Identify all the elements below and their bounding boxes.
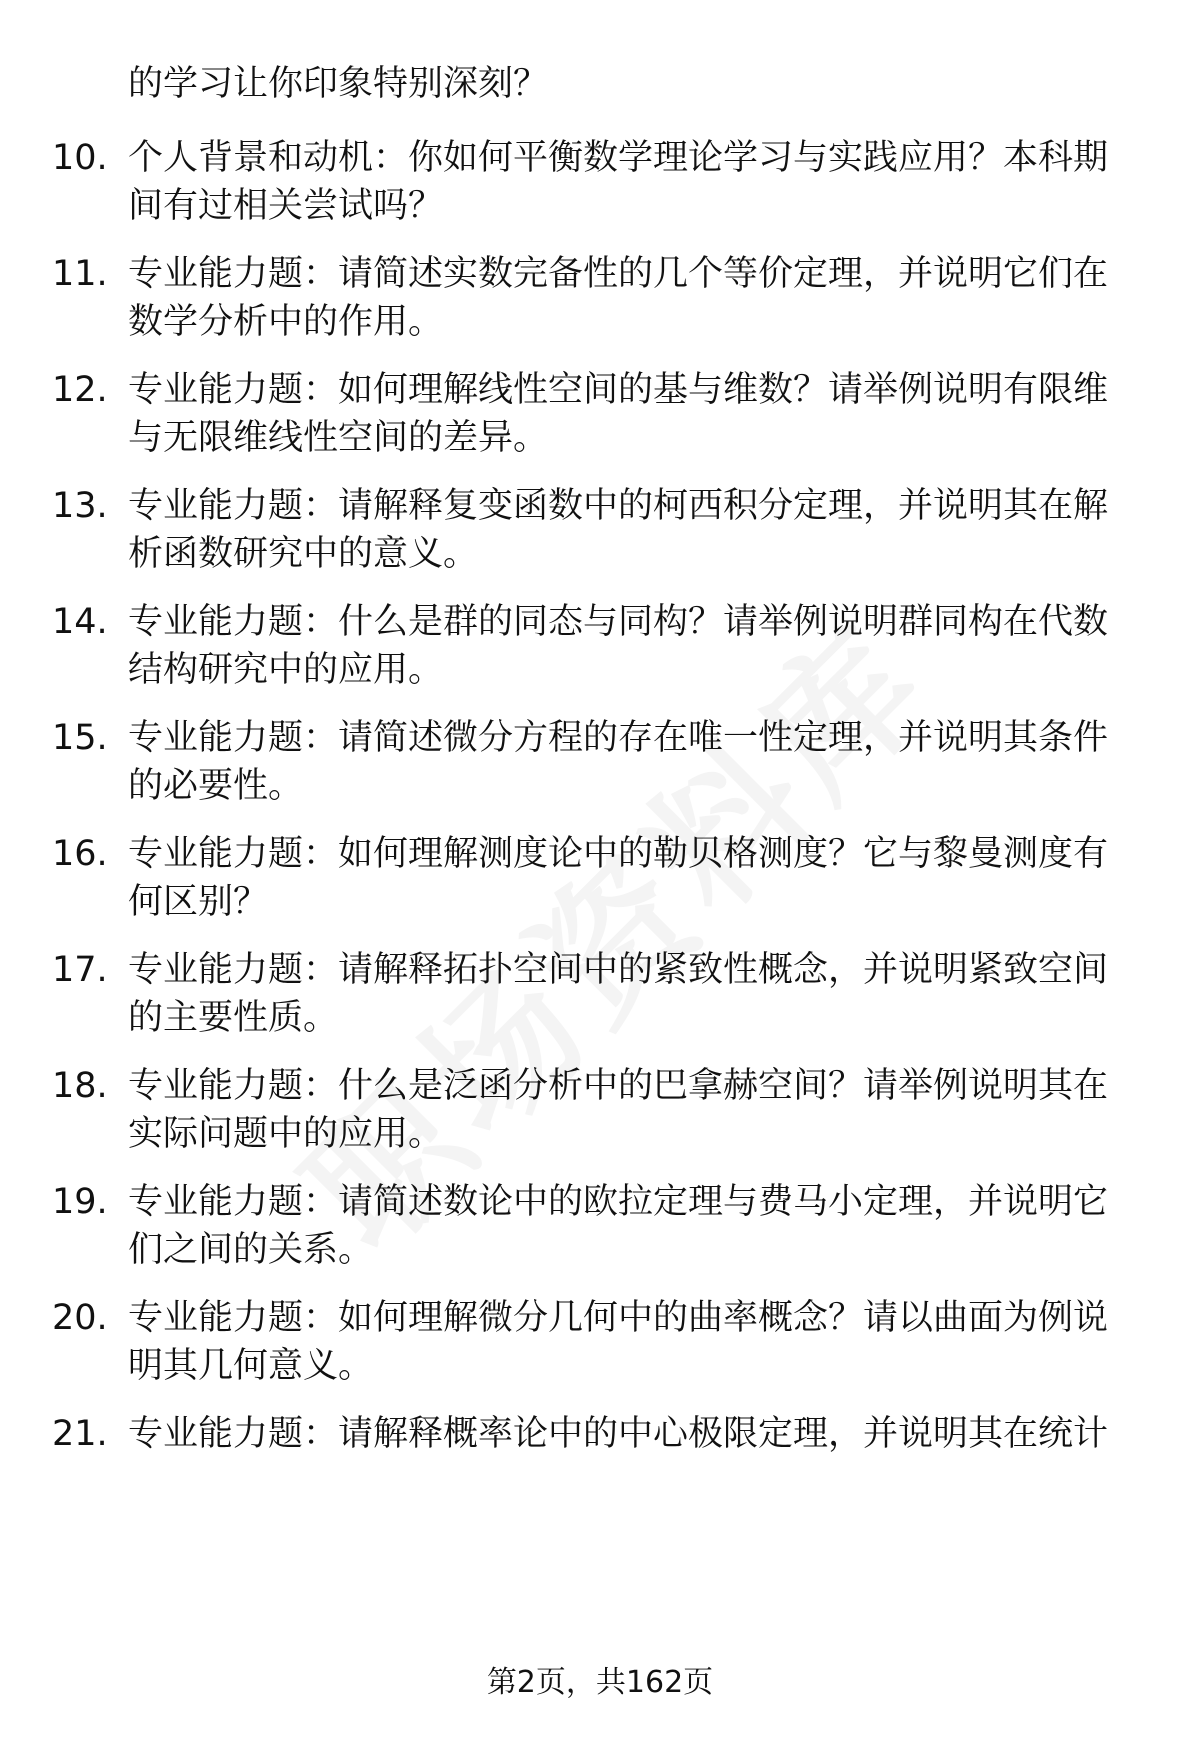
question-text: 专业能力题：请解释概率论中的中心极限定理，并说明其在统计 [128,1414,1109,1454]
question-text: 专业能力题：如何理解测度论中的勒贝格测度？它与黎曼测度有何区别？ [128,834,1109,922]
question-number: 20. [52,1298,108,1338]
question-number: 19. [52,1182,108,1222]
question-text: 专业能力题：请简述微分方程的存在唯一性定理，并说明其条件的必要性。 [128,718,1109,806]
page-footer: 第2页，共162页 [486,1665,714,1700]
question-number: 18. [52,1066,108,1106]
question-number: 21. [52,1414,108,1454]
question-number: 13. [52,486,108,526]
continuation-text: 的学习让你印象特别深刻？ [128,64,549,104]
question-text: 专业能力题：请简述数论中的欧拉定理与费马小定理，并说明它们之间的关系。 [128,1182,1109,1270]
question-text: 专业能力题：请简述实数完备性的几个等价定理，并说明它们在数学分析中的作用。 [128,254,1109,342]
question-number: 14. [52,602,108,642]
question-number: 12. [52,370,108,410]
question-text: 专业能力题：如何理解微分几何中的曲率概念？请以曲面为例说明其几何意义。 [128,1298,1109,1386]
question-text: 专业能力题：如何理解线性空间的基与维数？请举例说明有限维与无限维线性空间的差异。 [128,370,1109,458]
question-text: 个人背景和动机：你如何平衡数学理论学习与实践应用？本科期间有过相关尝试吗？ [128,138,1109,226]
question-number: 10. [52,138,108,178]
question-text: 专业能力题：什么是群的同态与同构？请举例说明群同构在代数结构研究中的应用。 [128,602,1109,690]
question-text: 专业能力题：什么是泛函分析中的巴拿赫空间？请举例说明其在实际问题中的应用。 [128,1066,1109,1154]
question-number: 11. [52,254,108,294]
question-number: 17. [52,950,108,990]
question-number: 15. [52,718,108,758]
question-number: 16. [52,834,108,874]
question-text: 专业能力题：请解释拓扑空间中的紧致性概念，并说明紧致空间的主要性质。 [128,950,1109,1038]
question-text: 专业能力题：请解释复变函数中的柯西积分定理，并说明其在解析函数研究中的意义。 [128,486,1109,574]
